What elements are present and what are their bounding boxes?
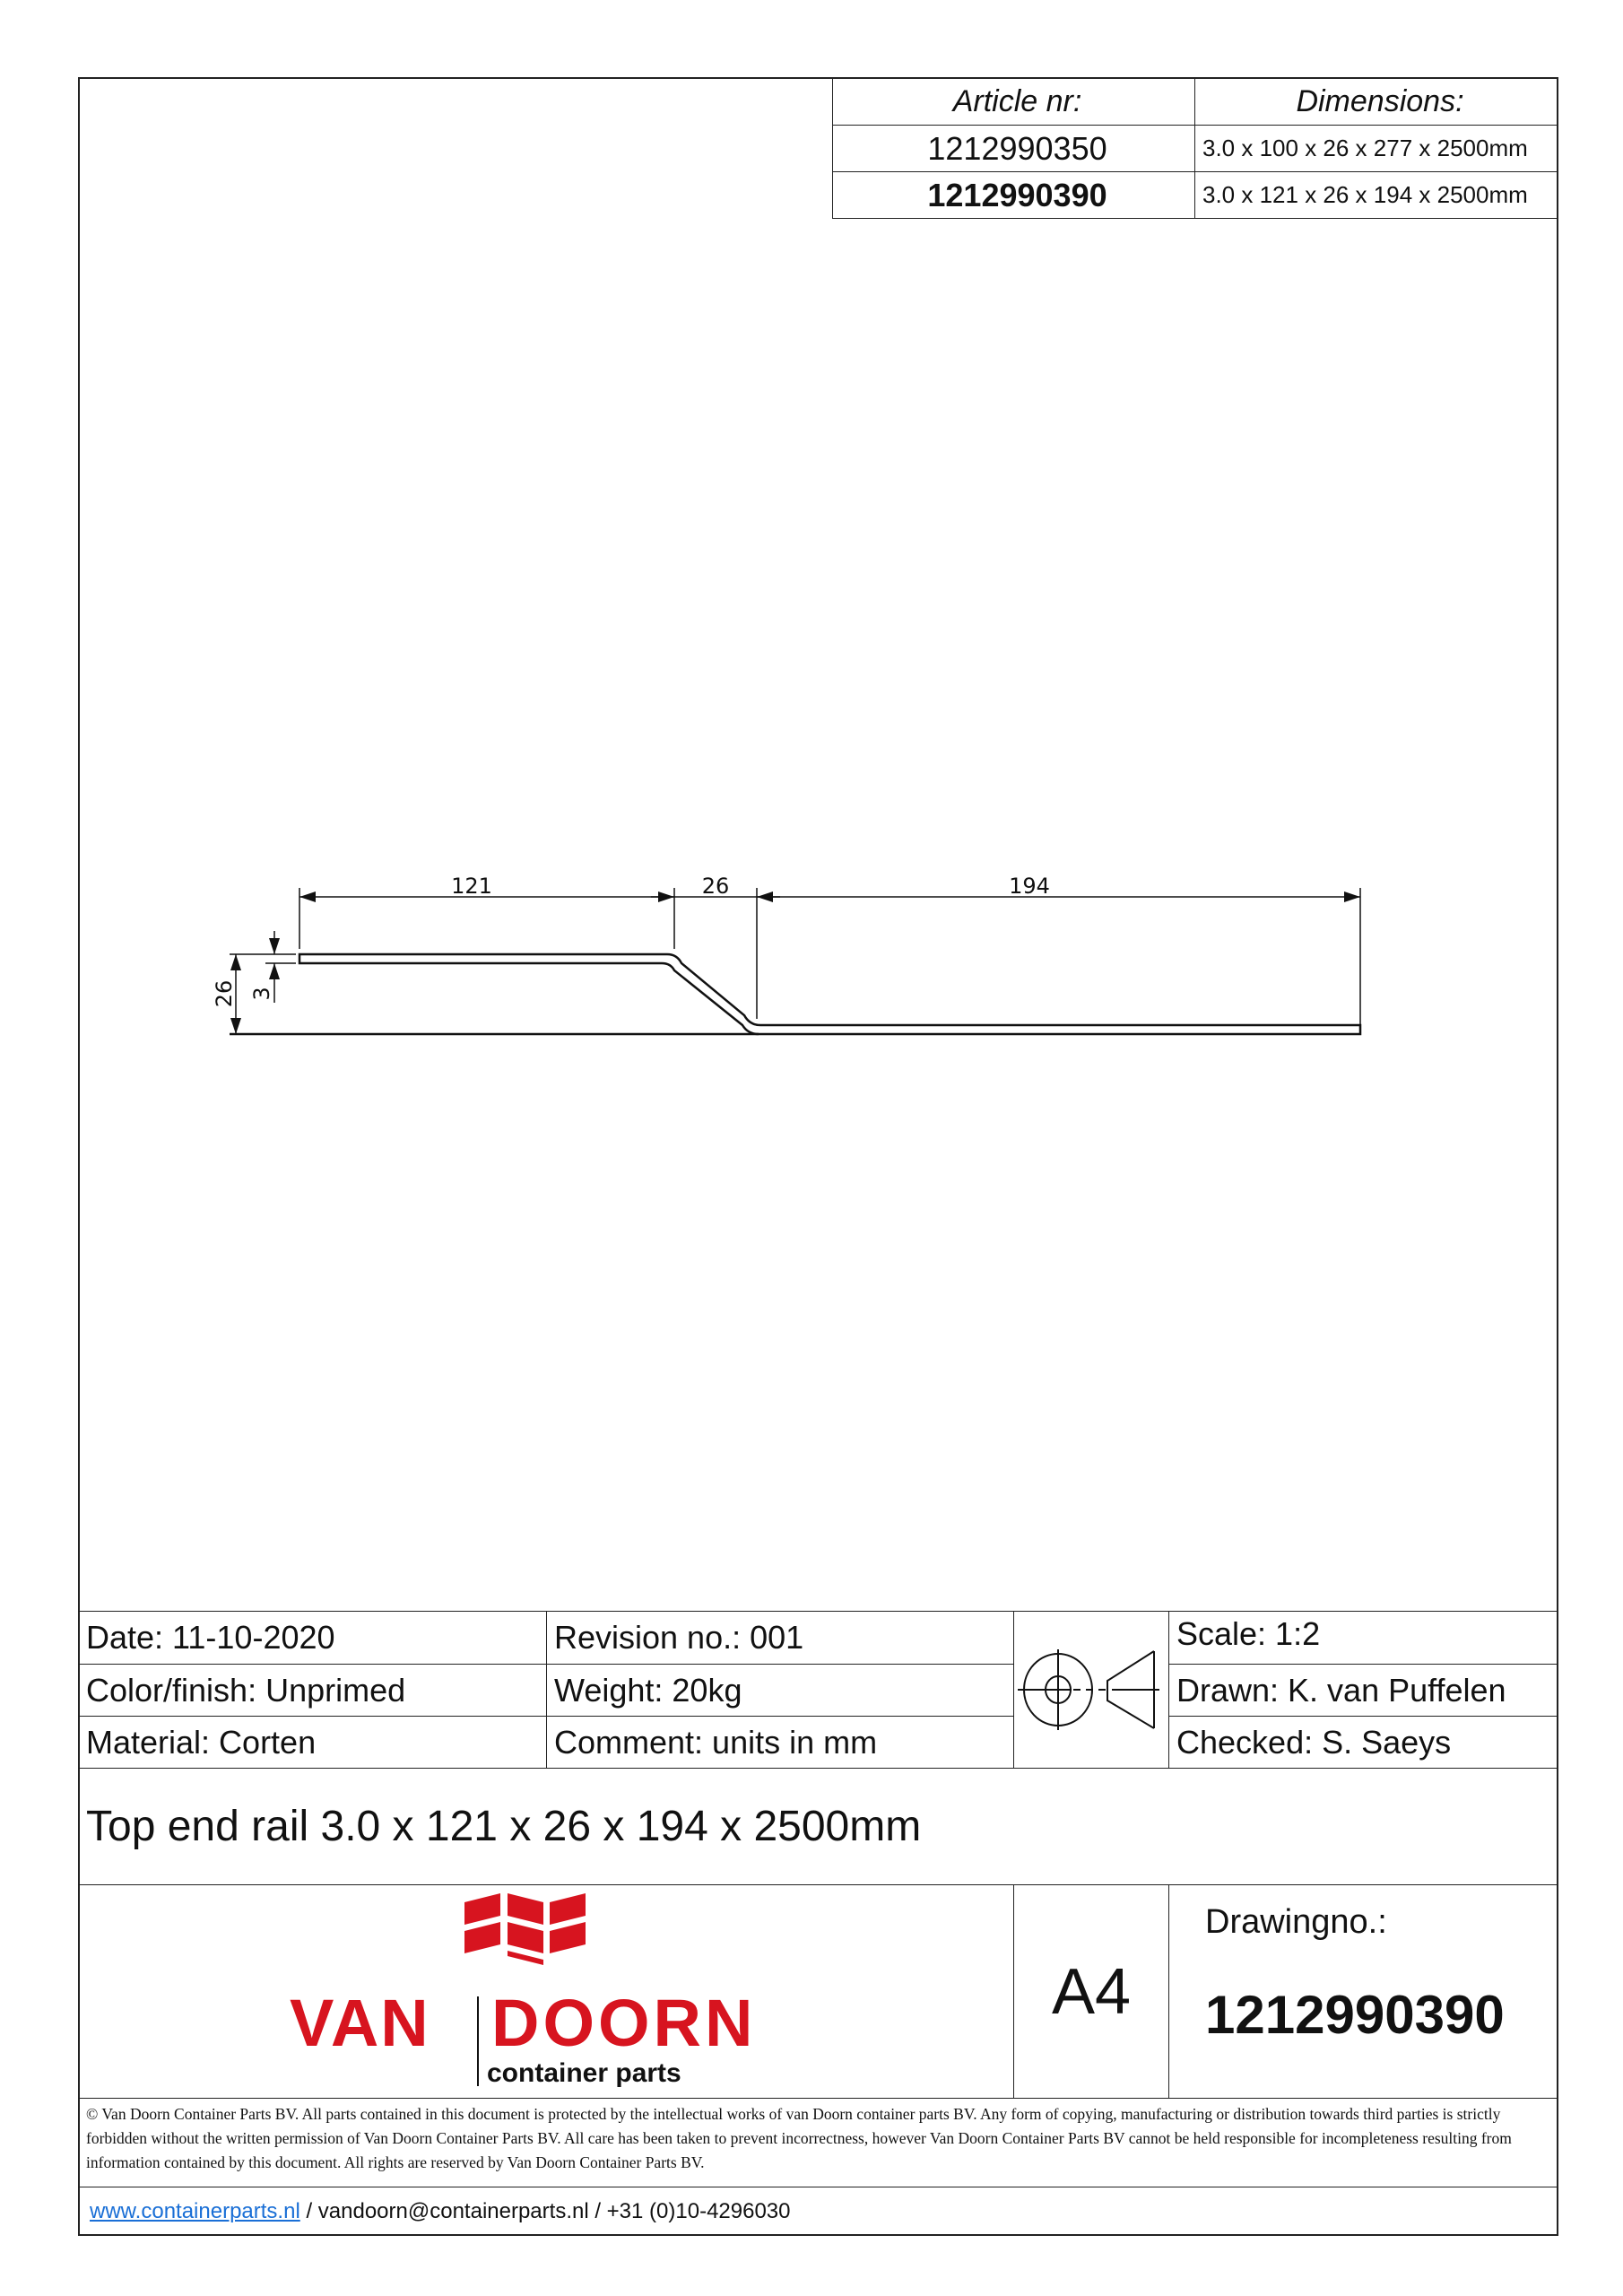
drawingno-label: Drawingno.: bbox=[1205, 1903, 1387, 1941]
contact-info: / vandoorn@containerparts.nl / +31 (0)10-4296030 bbox=[299, 2198, 791, 2223]
article-cell: 1212990350 bbox=[832, 125, 1195, 172]
van-doorn-logo bbox=[272, 1893, 828, 2091]
dim-label-26-vertical: 26 bbox=[212, 979, 237, 1008]
website-link[interactable]: www.containerparts.nl bbox=[90, 2198, 300, 2223]
comment-field: Comment: units in mm bbox=[546, 1716, 1014, 1769]
logo-cell bbox=[78, 1884, 1014, 2099]
drawing-title: Top end rail 3.0 x 121 x 26 x 194 x 2500mm bbox=[78, 1768, 1558, 1885]
date-field: Date: 11-10-2020 bbox=[78, 1611, 547, 1665]
dimensions-cell: 3.0 x 100 x 26 x 277 x 2500mm bbox=[1194, 125, 1558, 172]
copyright-disclaimer: © Van Doorn Container Parts BV. All parts contained in this document is protected by the intellectual works of van Doorn container parts BV. Any form of copying, manufacturing or distribution towards third parties is strictly forbidden without the written permission of Van Doorn Container Parts BV. All care has been taken to prevent incorrectness, however Van Doorn Container Parts BV cannot be held responsible for incompleteness resulting from information contained by this document. All rights are reserved by Van Doorn Container Parts BV. bbox=[78, 2098, 1558, 2187]
checked-field: Checked: S. Saeys bbox=[1168, 1716, 1558, 1769]
dimension-lines bbox=[230, 888, 1360, 1034]
logo-brand-doorn: DOORN bbox=[491, 1985, 757, 2060]
article-cell-current: 1212990390 bbox=[832, 171, 1195, 219]
profile-outline bbox=[299, 954, 1360, 1034]
material-field: Material: Corten bbox=[78, 1716, 547, 1769]
header-article: Article nr: bbox=[832, 77, 1195, 126]
drawn-field: Drawn: K. van Puffelen bbox=[1168, 1664, 1558, 1717]
revision-field: Revision no.: 001 bbox=[546, 1611, 1014, 1665]
scale-field: Scale: 1:2 bbox=[1168, 1611, 1558, 1665]
drawingno-value: 1212990390 bbox=[1205, 1985, 1505, 2045]
logo-subtitle: container parts bbox=[487, 2057, 681, 2088]
paper-size: A4 bbox=[1013, 1884, 1169, 2099]
color-finish-field: Color/finish: Unprimed bbox=[78, 1664, 547, 1717]
dim-label-26: 26 bbox=[701, 874, 730, 899]
drawingno-cell bbox=[1168, 1884, 1558, 2099]
dim-label-121: 121 bbox=[451, 874, 492, 899]
third-angle-projection-icon bbox=[1018, 1631, 1161, 1748]
dim-label-3: 3 bbox=[249, 987, 274, 1001]
projection-symbol-cell bbox=[1013, 1611, 1169, 1769]
contact-bar bbox=[78, 2187, 1558, 2236]
header-dimensions: Dimensions: bbox=[1194, 77, 1558, 126]
dim-label-194: 194 bbox=[1009, 874, 1050, 899]
dimensions-cell-current: 3.0 x 121 x 26 x 194 x 2500mm bbox=[1194, 171, 1558, 219]
weight-field: Weight: 20kg bbox=[546, 1664, 1014, 1717]
logo-chevrons-icon bbox=[464, 1893, 586, 1965]
logo-brand-van: VAN bbox=[290, 1985, 430, 2060]
